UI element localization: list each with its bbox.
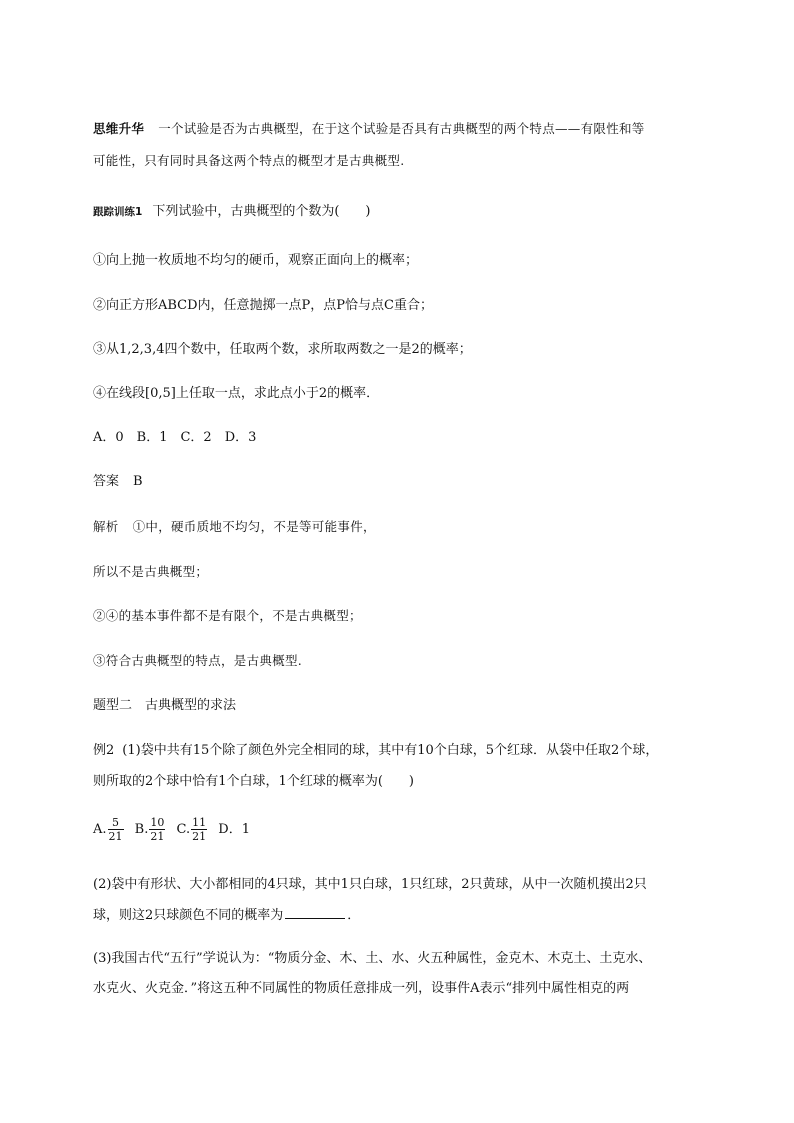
fraction-c: $\frac{11}{21}$ — [192, 816, 207, 843]
example-q1-text-1: (1)袋中共有15个除了颜色外完全相同的球，其中有10个白球，5个红球．从袋中任取2个球， — [122, 743, 659, 758]
example-label: 例2 — [93, 743, 115, 758]
example-q1-options — [93, 816, 254, 843]
example-q1-line-2: 则所取的2个球中恰有1个白球，1个红球的概率为( ) — [93, 774, 414, 789]
think-label: 思维升华 — [93, 121, 145, 136]
example-q3-line-1: (3)我国古代“五行”学说认为：“物质分金、木、土、水、火五种属性，金克木、木克土、土克水、 — [93, 951, 652, 966]
analysis-text-1: ①中，硬币质地不均匀，不是等可能事件， — [132, 519, 376, 534]
fraction-b: $\frac{10}{21}$ — [150, 816, 165, 843]
option-b: B. $\frac{10}{21}$ — [134, 816, 165, 843]
think-text-1: 一个试验是否为古典概型，在于这个试验是否具有古典概型的两个特点——有限性和等 — [158, 121, 645, 136]
think-line-1 — [93, 120, 645, 138]
practice-item-4: ④在线段[0,5]上任取一点，求此点小于2的概率． — [93, 386, 380, 401]
practice-item-3: ③从1,2,3,4四个数中，任取两个数，求所取两数之一是2的概率； — [93, 342, 472, 357]
option-c: C. $\frac{11}{21}$ — [176, 816, 207, 843]
answer-label: 答案 — [93, 474, 120, 489]
analysis-line-3: ②④的基本事件都不是有限个，不是古典概型； — [93, 608, 362, 623]
practice-options: A．0 B．1 C．2 D．3 — [93, 430, 257, 445]
analysis-line-2: 所以不是古典概型； — [93, 564, 209, 579]
practice-label: 跟踪训练1 — [93, 206, 143, 218]
think-text-2: 可能性，只有同时具备这两个特点的概型才是古典概型. — [93, 153, 405, 168]
section-title: 题型二 古典概型的求法 — [93, 698, 237, 713]
answer-blank — [285, 906, 345, 919]
option-a: A. $\frac{5}{21}$ — [93, 816, 123, 843]
practice-item-2: ②向正方形ABCD内，任意抛掷一点P，点P恰与点C重合； — [93, 298, 433, 313]
analysis-line-1 — [93, 518, 376, 536]
analysis-label: 解析 — [93, 519, 119, 534]
think-line-2 — [93, 152, 404, 170]
example-q1-line-1 — [93, 742, 658, 760]
fraction-a: $\frac{5}{21}$ — [108, 816, 123, 843]
practice-question: 下列试验中，古典概型的个数为( ) — [152, 204, 371, 219]
example-q2-line-2 — [93, 906, 360, 925]
option-d: D．1 — [218, 822, 250, 837]
practice-question-line — [93, 203, 370, 221]
example-q2-line-1: (2)袋中有形状、大小都相同的4只球，其中1只白球，1只红球，2只黄球，从中一次随机摸出2只 — [93, 877, 647, 892]
answer-value: B — [133, 474, 143, 489]
example-q2-text-a: 球，则这2只球颜色不同的概率为 — [93, 908, 284, 923]
practice-item-1: ①向上抛一枚质地不均匀的硬币，观察正面向上的概率； — [93, 253, 419, 268]
example-q3-line-2: 水克火、火克金．”将这五种不同属性的物质任意排成一列，设事件A表示“排列中属性相克的两 — [93, 981, 630, 996]
example-q2-text-b: ． — [347, 908, 361, 923]
answer-line — [93, 473, 143, 491]
analysis-line-4: ③符合古典概型的特点，是古典概型. — [93, 653, 303, 668]
